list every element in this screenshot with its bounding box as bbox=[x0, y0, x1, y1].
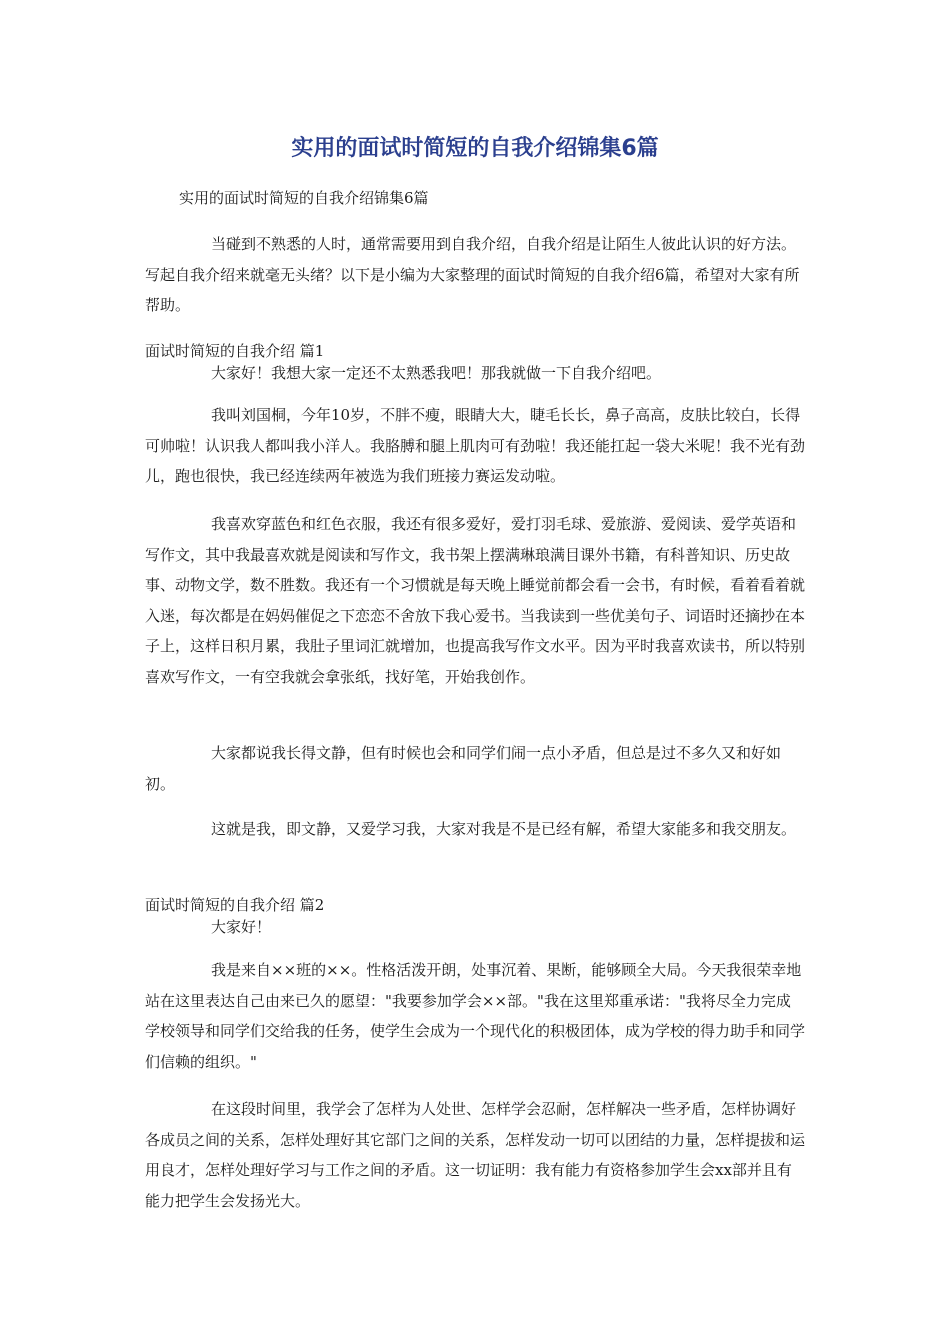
document-subtitle: 实用的面试时简短的自我介绍锦集6篇 bbox=[179, 189, 429, 207]
section-1-greeting: 大家好！我想大家一定还不太熟悉我吧！那我就做一下自我介绍吧。 bbox=[211, 364, 662, 382]
section-1-heading: 面试时简短的自我介绍 篇1 bbox=[145, 342, 325, 360]
section-1-paragraph-3: 大家都说我长得文静，但有时候也会和同学们闹一点小矛盾，但总是过不多久又和好如初。 bbox=[145, 744, 782, 793]
section-2-heading: 面试时简短的自我介绍 篇2 bbox=[145, 896, 325, 914]
document-title: 实用的面试时简短的自我介绍锦集6篇 bbox=[291, 136, 659, 161]
section-1-paragraph-4: 这就是我，即文静，又爱学习我，大家对我是不是已经有解，希望大家能多和我交朋友。 bbox=[211, 820, 797, 838]
section-1-paragraph-1: 我叫刘国桐，今年10岁，不胖不瘦，眼睛大大，睫毛长长，鼻子高高，皮肤比较白，长得可帅啦！认识我人都叫我小洋人。我胳膊和腿上肌肉可有劲啦！我还能扛起一袋大米呢！我不光有劲儿，跑也很快，我已经连续两年被选为我们班接力赛运发动啦。 bbox=[145, 406, 806, 485]
section-1-paragraph-2: 我喜欢穿蓝色和红色衣服，我还有很多爱好，爱打羽毛球、爱旅游、爱阅读、爱学英语和写作文，其中我最喜欢就是阅读和写作文，我书架上摆满琳琅满目课外书籍，有科普知识、历史故事、动物文学，数不胜数。我还有一个习惯就是每天晚上睡觉前都会看一会书，有时候，看着看着就入迷，每次都是在妈妈催促之下恋恋不舍放下我心爱书。当我读到一些优美句子、词语时还摘抄在本子上，这样日积月累，我肚子里词汇就增加，也提高我写作文水平。因为平时我喜欢读书，所以特别喜欢写作文，一有空我就会拿张纸，找好笔，开始我创作。 bbox=[145, 515, 806, 686]
intro-paragraph: 当碰到不熟悉的人时，通常需要用到自我介绍，自我介绍是让陌生人彼此认识的好方法。写起自我介绍来就毫无头绪？以下是小编为大家整理的面试时简短的自我介绍6篇，希望对大家有所帮助。 bbox=[145, 235, 800, 314]
section-2-paragraph-1: 我是来自××班的××。性格活泼开朗，处事沉着、果断，能够顾全大局。今天我很荣幸地站在这里表达自己由来已久的愿望："我要参加学会××部。"我在这里郑重承诺："我将尽全力完成学校领导和同学们交给我的任务，使学生会成为一个现代化的积极团体，成为学校的得力助手和同学们信赖的组织。" bbox=[145, 961, 806, 1071]
section-2-greeting: 大家好！ bbox=[211, 918, 272, 936]
section-2-paragraph-2: 在这段时间里，我学会了怎样为人处世、怎样学会忍耐，怎样解决一些矛盾，怎样协调好各成员之间的关系，怎样处理好其它部门之间的关系，怎样发动一切可以团结的力量，怎样提拔和运用良才，怎样处理好学习与工作之间的矛盾。这一切证明：我有能力有资格参加学生会xx部并且有能力把学生会发扬光大。 bbox=[145, 1100, 806, 1210]
